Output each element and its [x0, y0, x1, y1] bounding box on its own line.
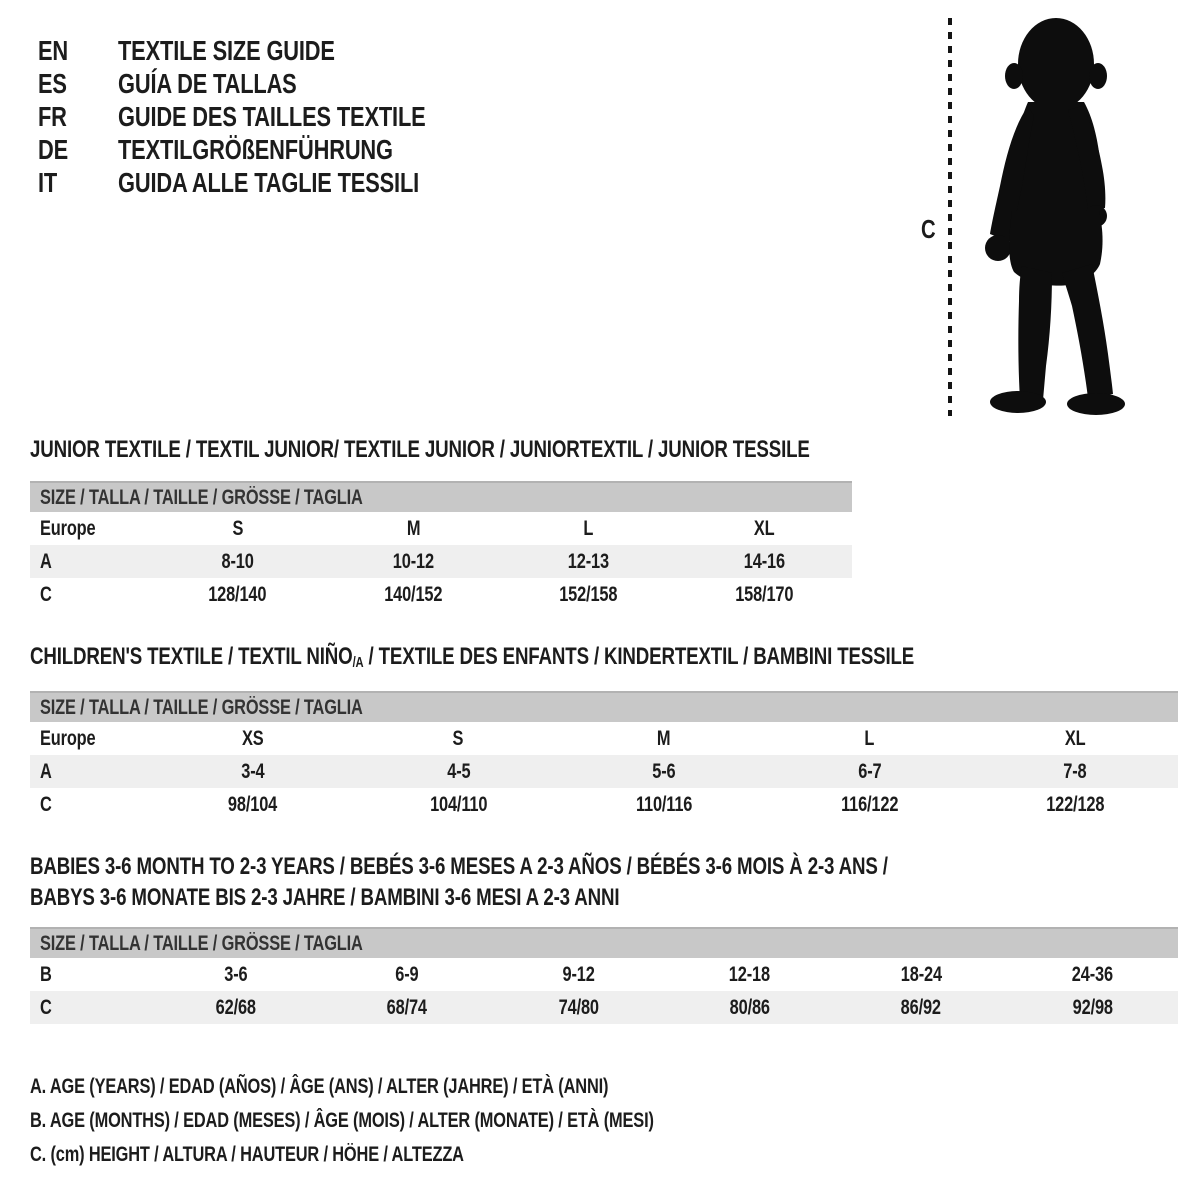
lang-title-es: GUÍA DE TALLAS — [118, 67, 297, 99]
age-value-cell: 10-12 — [392, 549, 434, 573]
age-value-cell: 8-10 — [221, 549, 254, 573]
size-value-cell: L — [583, 516, 594, 540]
height-value-cell: 152/158 — [559, 582, 618, 606]
size-value-cell: M — [657, 726, 671, 750]
babies-size-table — [30, 927, 1178, 1024]
junior-row-europe — [30, 512, 852, 545]
months-value-cell: 12-18 — [729, 962, 771, 986]
row-label: A — [40, 549, 52, 573]
age-value-cell: 14-16 — [743, 549, 785, 573]
height-value-cell: 140/152 — [384, 582, 443, 606]
babies-row-height — [30, 991, 1178, 1024]
height-value-cell: 116/122 — [840, 792, 899, 816]
age-value-cell: 5-6 — [652, 759, 676, 783]
lang-title-de: TEXTILGRÖßENFÜHRUNG — [118, 133, 393, 165]
size-value-cell: XS — [242, 726, 264, 750]
children-size-header-bar: SIZE / TALLA / TAILLE / GRÖSSE / TAGLIA — [30, 691, 1178, 722]
age-value-cell: 7-8 — [1063, 759, 1087, 783]
legend-line-b: B. AGE (MONTHS) / EDAD (MESES) / ÂGE (MOIS) / ALTER (MONATE) / ETÀ (MESI) — [30, 1109, 654, 1132]
lang-title-fr: GUIDE DES TAILLES TEXTILE — [118, 100, 426, 132]
row-label: C — [40, 995, 52, 1019]
language-title-list — [38, 34, 512, 199]
age-value-cell: 3-4 — [241, 759, 265, 783]
children-row-height — [30, 788, 1178, 821]
junior-size-header-bar: SIZE / TALLA / TAILLE / GRÖSSE / TAGLIA — [30, 481, 852, 512]
junior-table-title: JUNIOR TEXTILE / TEXTIL JUNIOR/ TEXTILE JUNIOR / JUNIORTEXTIL / JUNIOR TESSILE — [30, 436, 810, 463]
lang-code-de: DE — [38, 133, 69, 165]
height-value-cell: 62/68 — [215, 995, 256, 1019]
children-row-europe — [30, 722, 1178, 755]
months-value-cell: 9-12 — [562, 962, 595, 986]
children-table-title: CHILDREN'S TEXTILE / TEXTIL NIÑO/A / TEXTILE DES ENFANTS / KINDERTEXTIL / BAMBINI TESSILE — [30, 643, 915, 672]
height-value-cell: 158/170 — [735, 582, 794, 606]
age-value-cell: 4-5 — [446, 759, 470, 783]
lang-title-en: TEXTILE SIZE GUIDE — [118, 34, 335, 66]
legend-line-a: A. AGE (YEARS) / EDAD (AÑOS) / ÂGE (ANS) / ALTER (JAHRE) / ETÀ (ANNI) — [30, 1075, 609, 1098]
row-label: C — [40, 792, 52, 816]
size-value-cell: M — [406, 516, 420, 540]
size-value-cell: XL — [753, 516, 775, 540]
age-value-cell: 12-13 — [568, 549, 610, 573]
lang-code-fr: FR — [38, 100, 67, 132]
months-value-cell: 24-36 — [1071, 962, 1113, 986]
size-value-cell: XL — [1064, 726, 1086, 750]
lang-title-it: GUIDA ALLE TAGLIE TESSILI — [118, 166, 420, 198]
lang-row-fr — [38, 100, 512, 133]
junior-size-table — [30, 481, 852, 611]
months-value-cell: 18-24 — [900, 962, 942, 986]
lang-code-es: ES — [38, 67, 67, 99]
junior-row-age — [30, 545, 852, 578]
height-value-cell: 122/128 — [1046, 792, 1105, 816]
height-measure-label: C — [920, 214, 936, 244]
height-value-cell: 128/140 — [208, 582, 267, 606]
height-value-cell: 80/86 — [729, 995, 770, 1019]
height-value-cell: 68/74 — [386, 995, 428, 1019]
height-value-cell: 74/80 — [558, 995, 599, 1019]
height-value-cell: 86/92 — [900, 995, 942, 1019]
babies-size-header-bar: SIZE / TALLA / TAILLE / GRÖSSE / TAGLIA — [30, 927, 1178, 958]
row-label: C — [40, 582, 52, 606]
lang-row-it — [38, 166, 512, 199]
nino-a-subscript: /A — [352, 655, 364, 672]
months-value-cell: 3-6 — [224, 962, 248, 986]
row-label: B — [40, 962, 52, 986]
children-row-age — [30, 755, 1178, 788]
babies-row-months — [30, 958, 1178, 991]
children-size-table — [30, 691, 1178, 821]
height-value-cell: 110/116 — [635, 792, 693, 816]
toddler-silhouette-image — [956, 16, 1156, 416]
height-value-cell: 92/98 — [1072, 995, 1113, 1019]
months-value-cell: 6-9 — [395, 962, 419, 986]
row-label: Europe — [40, 726, 96, 750]
junior-row-height — [30, 578, 852, 611]
size-value-cell: S — [453, 726, 464, 750]
lang-row-en — [38, 34, 512, 67]
lang-row-es — [38, 67, 512, 100]
age-value-cell: 6-7 — [857, 759, 882, 783]
lang-code-en: EN — [38, 34, 69, 66]
row-label: A — [40, 759, 52, 783]
height-value-cell: 98/104 — [228, 792, 278, 816]
legend-line-c: C. (cm) HEIGHT / ALTURA / HAUTEUR / HÖHE / ALTEZZA — [30, 1143, 464, 1166]
height-value-cell: 104/110 — [429, 792, 487, 816]
row-label: Europe — [40, 516, 96, 540]
measurement-legend — [30, 1070, 830, 1172]
size-value-cell: L — [864, 726, 875, 750]
lang-row-de — [38, 133, 512, 166]
babies-table-title: BABIES 3-6 MONTH TO 2-3 YEARS / BEBÉS 3-6 MESES A 2-3 AÑOS / BÉBÉS 3-6 MOIS À 2-3 ANS / BABYS 3-6 MONATE BIS 2-3 JAHRE / BAMBINI 3-6 MESI A 2-3 ANNI — [30, 853, 888, 911]
size-value-cell: S — [232, 516, 244, 540]
lang-code-it: IT — [38, 166, 58, 198]
height-measure-dashed-line — [948, 18, 952, 416]
